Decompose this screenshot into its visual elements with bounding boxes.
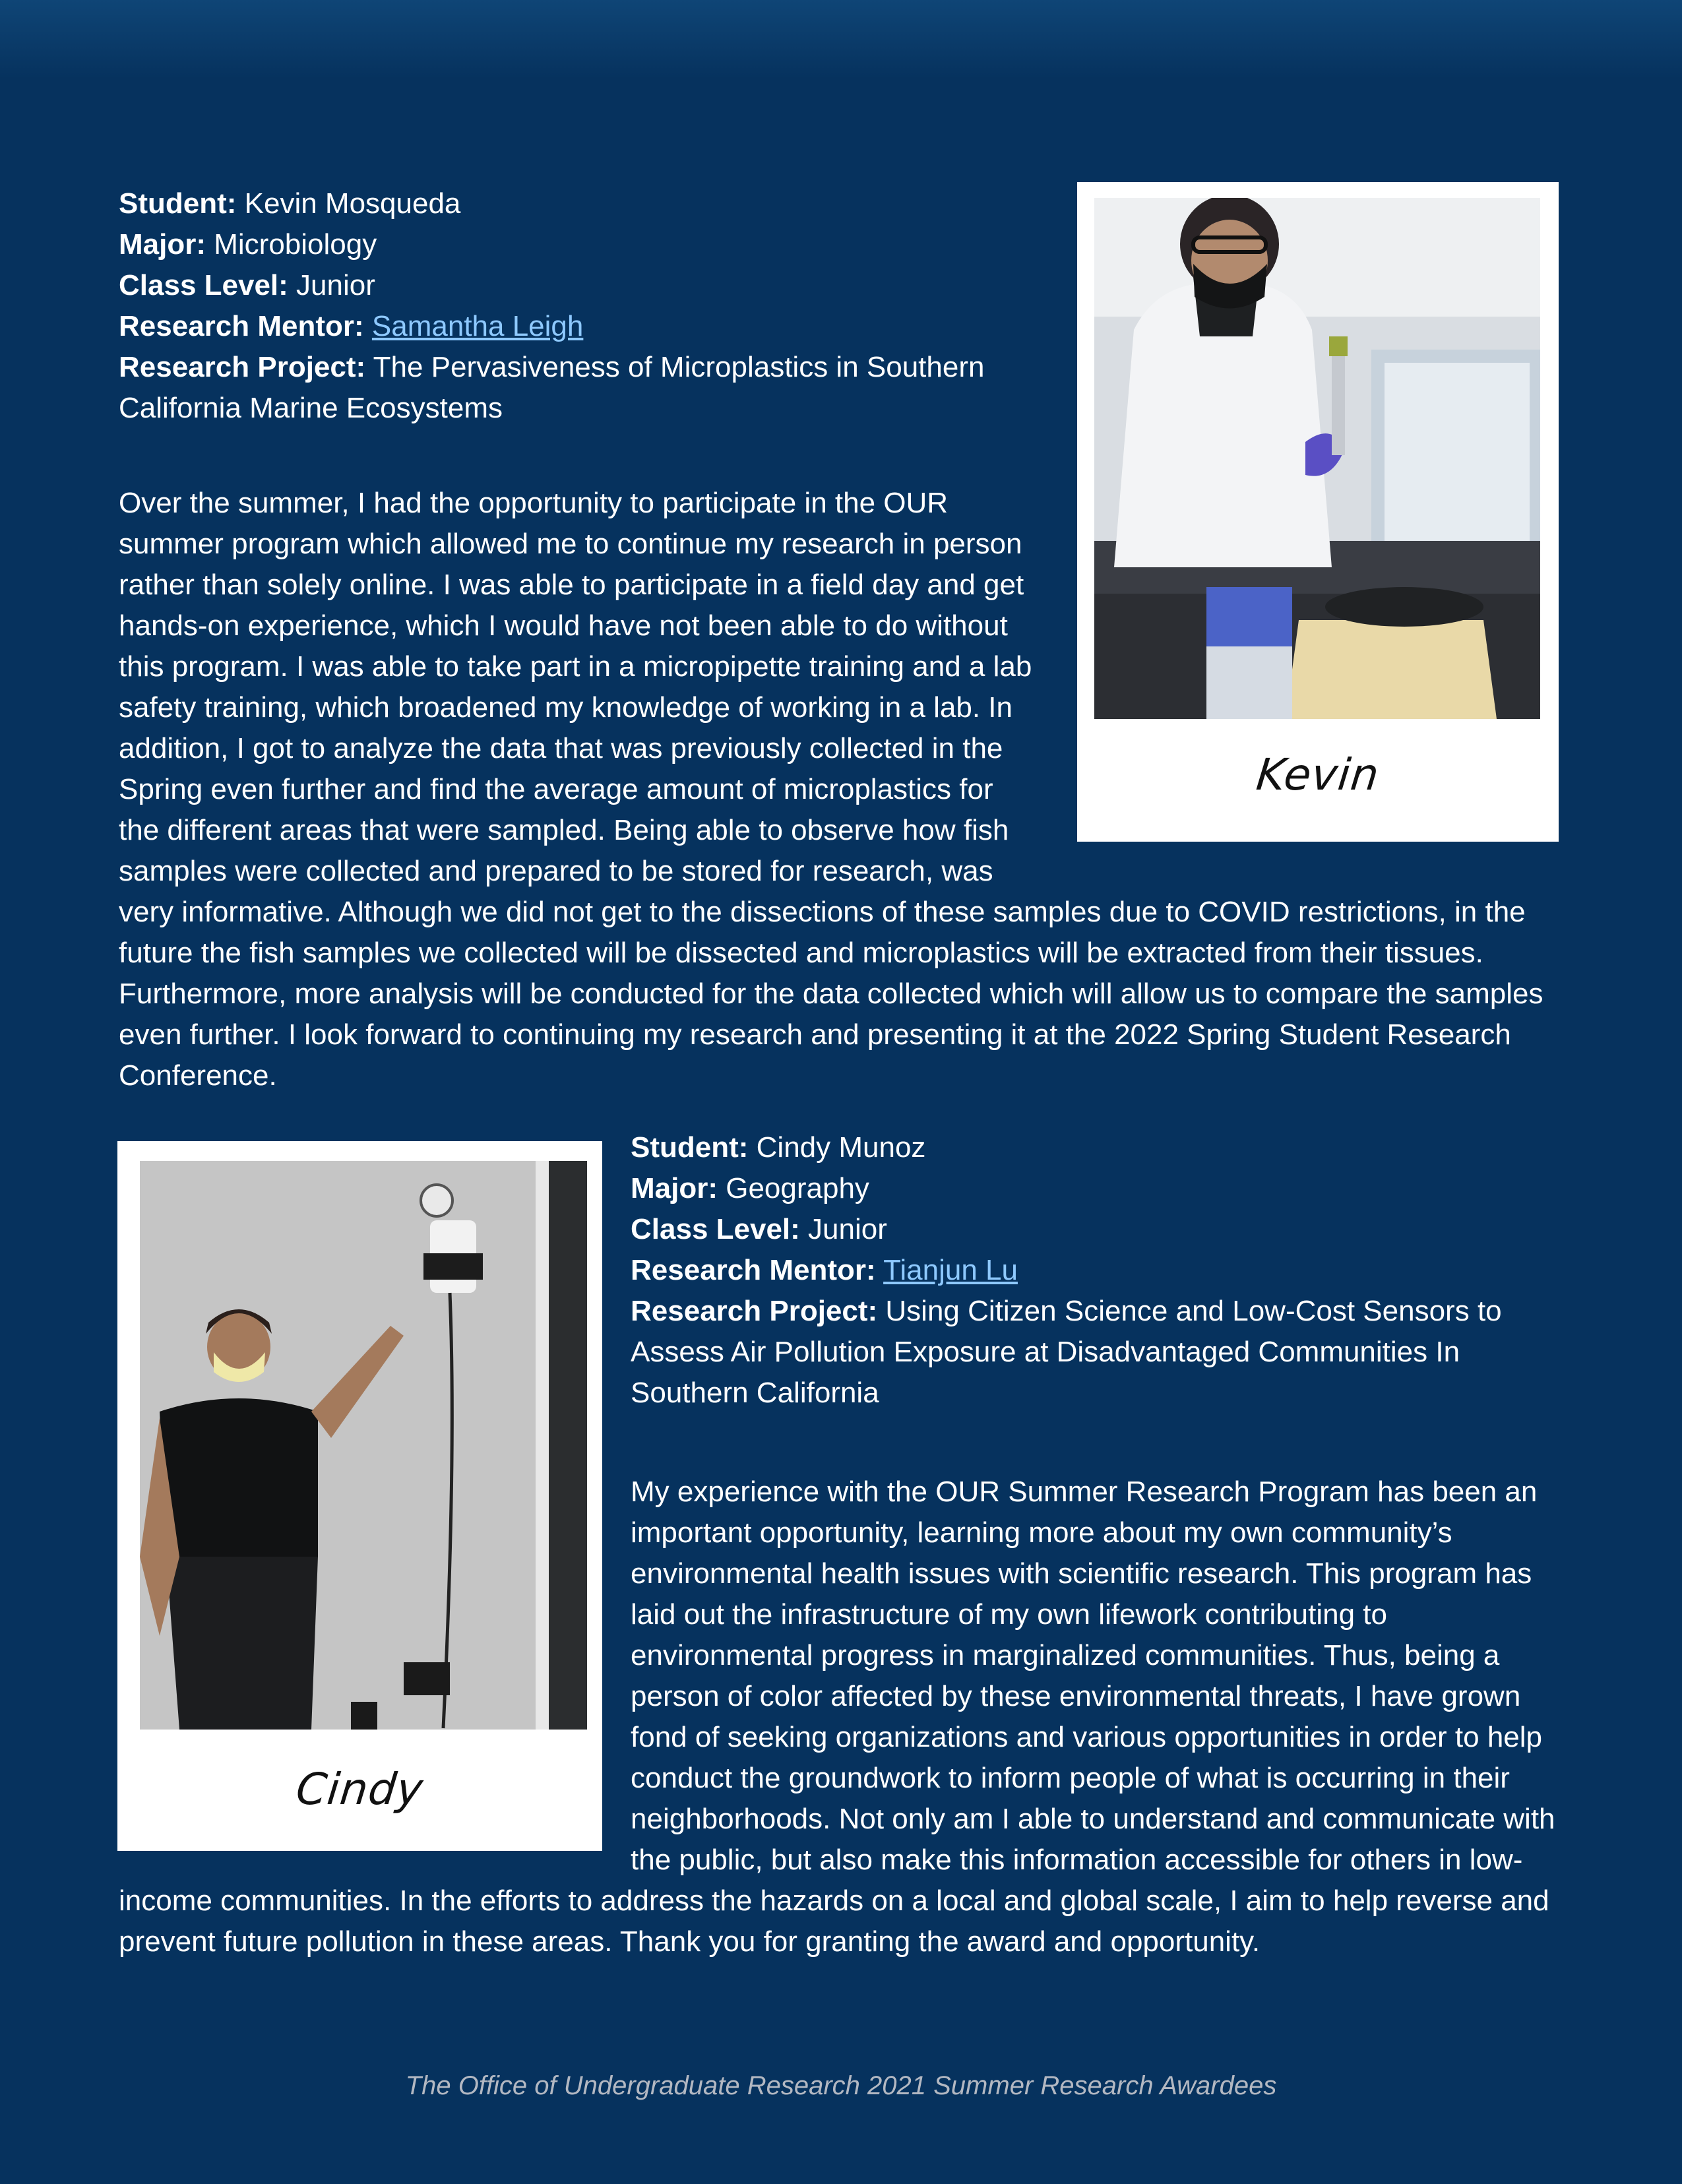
kevin-caption: Kevin [1254, 749, 1382, 800]
cindy-sensor-photo [140, 1161, 587, 1730]
mentor-link[interactable]: Tianjun Lu [883, 1254, 1018, 1286]
major-field: Major: Geography [631, 1172, 869, 1204]
student-field: Student: Cindy Munoz [631, 1131, 926, 1164]
student-name: Kevin Mosqueda [244, 187, 461, 220]
class-level-value: Junior [808, 1213, 887, 1245]
student-name: Cindy Munoz [756, 1131, 926, 1164]
class-level-field: Class Level: Junior [631, 1213, 887, 1245]
major-value: Geography [726, 1172, 869, 1204]
project-field: Research Project: Using Citizen Science and Low-Cost Sensors to Assess Air Pollution Exposure at Disadvantaged Communities In Southern California [631, 1295, 1502, 1409]
class-level-value: Junior [296, 269, 375, 301]
kevin-photo-frame [1077, 182, 1559, 842]
kevin-info [119, 183, 1029, 429]
class-level-field: Class Level: Junior [119, 269, 375, 301]
kevin-lab-photo [1094, 198, 1540, 719]
project-title: The Pervasiveness of Microplastics in Southern California Marine Ecosystems [119, 351, 985, 424]
top-band [0, 0, 1682, 79]
essay-text: My experience with the OUR Summer Research Program has been an important opportunity, learning more about my own community’s environmental health issues with scientific research. This program has laid out the infrastructure of my own lifework contributing to environmental progress in marginalized communities. Thus, being a person of color affected by these environmental threats, I have grown fond of seeking organizations and various opportunities in order to help conduct the groundwork to inform people of what is occurring in their neighborhoods. Not only am I able to understand and communicate with the public, but also make this information accessible for others in low-income communities. In the efforts to address the hazards on a local and global scale, I aim to help reverse and prevent future pollution in these areas. Thank you for granting the award and opportunity. [119, 1476, 1555, 1958]
cindy-caption: Cindy [294, 1764, 426, 1815]
mentor-field: Research Mentor: Samantha Leigh [119, 310, 584, 342]
cindy-info [631, 1127, 1574, 1414]
cindy-photo-frame [117, 1141, 602, 1851]
mentor-field: Research Mentor: Tianjun Lu [631, 1254, 1018, 1286]
page-footer: The Office of Undergraduate Research 2021 Summer Research Awardees [405, 2071, 1277, 2100]
essay-text: Over the summer, I had the opportunity to participate in the OUR summer program which allowed me to continue my research in person rather than solely online. I was able to participate in a field day and get hands-on experience, which I would have not been able to do without this program. I was able to take part in a micropipette training and a lab safety training, which broadened my knowledge of working in a lab. In addition, I got to analyze the data that was previously collected in the Spring even further and find the average amount of microplastics for the different areas that were sampled. Being able to observe how fish samples were collected and prepared to be stored for research, was very informative. Although we did not get to the dissections of these samples due to COVID restrictions, in the future the fish samples we collected will be dissected and microplastics will be extracted from their tissues. Furthermore, more analysis will be conducted for the data collected which will allow us to compare the samples even further. I look forward to continuing my research and presenting it at the 2022 Spring Student Research Conference. [119, 487, 1543, 1092]
major-field: Major: Microbiology [119, 228, 377, 261]
project-field: Research Project: The Pervasiveness of Microplastics in Southern California Marine Ecosystems [119, 351, 985, 424]
major-value: Microbiology [214, 228, 377, 261]
mentor-link[interactable]: Samantha Leigh [371, 310, 584, 342]
student-field: Student: Kevin Mosqueda [119, 187, 461, 220]
project-title: Using Citizen Science and Low-Cost Sensors to Assess Air Pollution Exposure at Disadvantaged Communities In Southern California [631, 1295, 1502, 1409]
